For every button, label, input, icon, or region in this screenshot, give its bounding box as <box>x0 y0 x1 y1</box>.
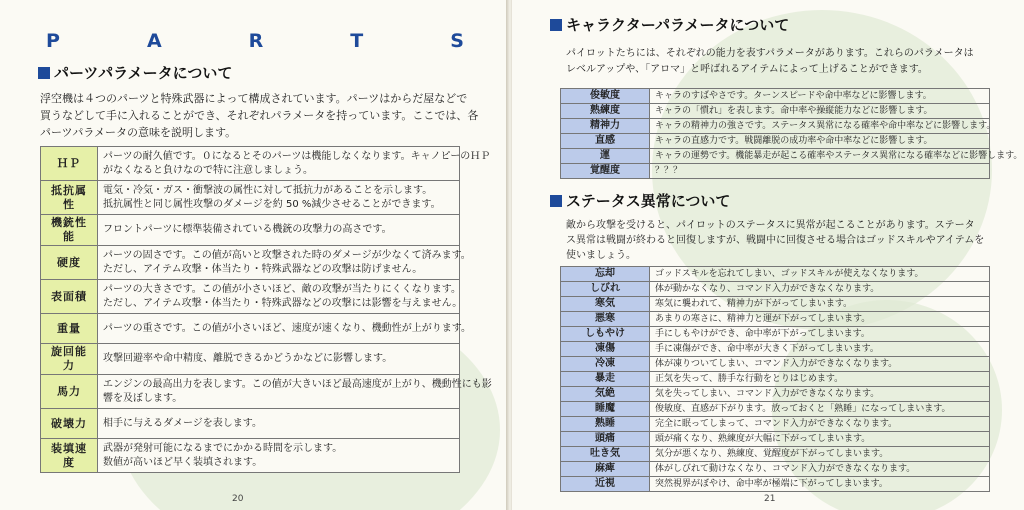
ailment-desc: 頭が痛くなり、熟練度が大幅に下がってしまいます。 <box>650 432 990 447</box>
param-key: 熟練度 <box>561 104 650 119</box>
table-row <box>561 267 990 282</box>
ailment-desc: あまりの寒さに、精神力と運が下がってしまいます。 <box>650 312 990 327</box>
section-title-status <box>550 190 730 211</box>
parts-letter: R <box>248 30 266 52</box>
param-desc <box>98 344 460 375</box>
desc-line: ただし、アイテム攻撃・体当たり・特殊武器などの攻撃は防げません。 <box>103 263 423 275</box>
character-parameter-table <box>560 88 1023 179</box>
table-row <box>41 409 460 439</box>
table-row <box>561 297 990 312</box>
table-row <box>561 282 990 297</box>
table-row <box>561 357 990 372</box>
table-row <box>561 149 990 164</box>
table-row <box>41 246 460 280</box>
desc-line: パーツの耐久値です。０になるとそのパーツは機能しなくなります。キャノピーのＨＰ <box>103 150 491 162</box>
intro-line: 買うなどして手に入れることができ、それぞれパラメータを持っています。ここでは、各 <box>40 109 479 122</box>
square-bullet-icon <box>550 195 562 207</box>
table-row <box>41 314 460 344</box>
square-bullet-icon <box>550 19 562 31</box>
ailment-desc: 体が動かなくなり、コマンド入力ができなくなります。 <box>650 282 990 297</box>
param-desc: キャラのすばやさです。ターンスピードや命中率などに影響します。 <box>650 89 990 104</box>
param-desc <box>98 246 471 280</box>
parts-parameter-table <box>40 146 492 473</box>
table-row <box>41 215 460 246</box>
param-desc <box>98 375 492 409</box>
table-row <box>561 134 990 149</box>
ailment-key: 熟睡 <box>561 417 650 432</box>
param-key: 抵抗属性 <box>41 181 98 215</box>
param-desc <box>98 314 471 344</box>
param-desc: キャラの「慣れ」を表します。命中率や操縦能力などに影響します。 <box>650 104 990 119</box>
table-row <box>561 104 990 119</box>
table-row <box>41 344 460 375</box>
desc-line: 抵抗属性と同じ属性攻撃のダメージを約 50 %減少させることができます。 <box>103 198 441 210</box>
table-row <box>41 375 460 409</box>
desc-line: ただし、アイテム攻撃・体当たり・特殊武器などの攻撃には影響を与えません。 <box>103 297 463 309</box>
ailment-key: 麻痺 <box>561 462 650 477</box>
table-row <box>561 387 990 402</box>
ailment-desc: ゴッドスキルを忘れてしまい、ゴッドスキルが使えなくなります。 <box>650 267 990 282</box>
table-row <box>41 181 460 215</box>
ailment-key: 凍傷 <box>561 342 650 357</box>
param-key: 破壊力 <box>41 409 98 439</box>
intro-line: パーツパラメータの意味を説明します。 <box>40 126 237 139</box>
section-title-text: パーツパラメータについて <box>54 64 233 82</box>
right-page <box>512 0 1024 510</box>
ailment-key: 気絶 <box>561 387 650 402</box>
parts-intro <box>40 90 480 141</box>
table-row <box>561 402 990 417</box>
param-key: 覚醒度 <box>561 164 650 179</box>
parts-letter: T <box>350 30 366 52</box>
param-key: ＨＰ <box>41 147 98 181</box>
desc-line: がなくなると負けなので特に注意しましょう。 <box>103 164 313 176</box>
table-row <box>561 164 990 179</box>
param-key: 運 <box>561 149 650 164</box>
ailment-key: 近視 <box>561 477 650 492</box>
character-intro <box>566 46 1006 78</box>
param-key: 精神力 <box>561 119 650 134</box>
ailment-desc: 完全に眠ってしまって、コマンド入力ができなくなります。 <box>650 417 990 432</box>
intro-line: 敵から攻撃を受けると、パイロットのステータスに異常が起こることがあります。ステータ <box>566 220 975 231</box>
param-key: 俊敏度 <box>561 89 650 104</box>
ailment-key: 吐き気 <box>561 447 650 462</box>
param-desc: キャラの直感力です。戦闘離脱の成功率や命中率などに影響します。 <box>650 134 990 149</box>
intro-line: 使いましょう。 <box>566 250 636 261</box>
page-number: 21 <box>764 494 776 504</box>
param-desc <box>98 215 460 246</box>
page-number: 20 <box>232 494 244 504</box>
param-key: 硬度 <box>41 246 98 280</box>
table-row <box>561 372 990 387</box>
desc-line: パーツの固さです。この値が高いと攻撃された時のダメージが少なくて済みます。 <box>103 249 471 261</box>
intro-line: レベルアップや、「アロマ」と呼ばれるアイテムによって上げることができます。 <box>566 64 928 75</box>
ailment-key: 睡魔 <box>561 402 650 417</box>
parts-letter: P <box>46 30 62 52</box>
param-desc: キャラの運勢です。機能暴走が起こる確率やステータス異常になる確率などに影響します。 <box>650 149 990 164</box>
table-row <box>561 432 990 447</box>
ailment-key: 頭痛 <box>561 432 650 447</box>
intro-line: ス異常は戦闘が終わると回復しますが、戦闘中に回復させる場合はゴッドスキルやアイテムを <box>566 235 985 246</box>
parts-letter: A <box>146 30 164 52</box>
ailment-key: 忘却 <box>561 267 650 282</box>
parts-letter: S <box>450 30 466 52</box>
desc-line: フロントパーツに標準装備されている機銃の攻撃力の高さです。 <box>103 224 392 235</box>
table-row <box>561 477 990 492</box>
param-key: 直感 <box>561 134 650 149</box>
param-desc <box>98 181 460 215</box>
table-row <box>561 312 990 327</box>
desc-line: パーツの大きさです。この値が小さいほど、敵の攻撃が当たりにくくなります。 <box>103 283 461 295</box>
status-intro <box>566 218 1006 263</box>
param-desc <box>98 280 463 314</box>
param-key: 装填速度 <box>41 439 98 473</box>
param-key: 旋回能力 <box>41 344 98 375</box>
section-title-character <box>550 14 789 35</box>
ailment-desc: 気を失ってしまい、コマンド入力ができなくなります。 <box>650 387 990 402</box>
desc-line: 武器が発射可能になるまでにかかる時間を示します。 <box>103 442 343 454</box>
param-desc <box>98 147 491 181</box>
desc-line: 攻撃回避率や命中精度、離脱できるかどうかなどに影響します。 <box>103 353 393 364</box>
param-desc: ？？？ <box>650 164 990 179</box>
section-title-text: キャラクターパラメータについて <box>566 16 790 34</box>
intro-line: パイロットたちには、それぞれの能力を表すパラメータがあります。これらのパラメータは <box>566 48 974 59</box>
desc-line: 響を及ぼします。 <box>103 392 183 404</box>
desc-line: 相手に与えるダメージを表します。 <box>103 417 262 429</box>
table-row <box>561 462 990 477</box>
table-row <box>561 417 990 432</box>
table-row <box>41 280 460 314</box>
ailment-desc: 寒気に襲われて、精神力が下がってしまいます。 <box>650 297 990 312</box>
desc-line: パーツの重さです。この値が小さいほど、速度が速くなり、機動性が上がります。 <box>103 322 471 334</box>
ailment-key: 冷凍 <box>561 357 650 372</box>
left-page <box>0 0 508 510</box>
ailment-desc: 俊敏度、直感が下がります。放っておくと「熟睡」になってしまいます。 <box>650 402 990 417</box>
desc-line: 電気・冷気・ガス・衝撃波の属性に対して抵抗力があることを示します。 <box>103 184 433 196</box>
parts-heading <box>46 30 466 52</box>
param-key: 馬力 <box>41 375 98 409</box>
square-bullet-icon <box>38 67 50 79</box>
table-row <box>561 447 990 462</box>
table-row <box>561 342 990 357</box>
ailment-key: 暴走 <box>561 372 650 387</box>
status-ailment-table <box>560 266 990 492</box>
section-title-text: ステータス異常について <box>566 192 731 210</box>
table-row <box>561 119 990 134</box>
param-desc: キャラの精神力の強さです。ステータス異常になる確率や命中率などに影響します。 <box>650 119 990 134</box>
param-key: 表面積 <box>41 280 98 314</box>
ailment-desc: 体が凍りついてしまい、コマンド入力ができなくなります。 <box>650 357 990 372</box>
param-key: 重量 <box>41 314 98 344</box>
ailment-desc: 気分が悪くなり、熟練度、覚醒度が下がってしまいます。 <box>650 447 990 462</box>
desc-line: エンジンの最高出力を表します。この値が大きいほど最高速度が上がり、機動性にも影 <box>103 378 492 390</box>
ailment-key: 寒気 <box>561 297 650 312</box>
ailment-key: しびれ <box>561 282 650 297</box>
ailment-key: しもやけ <box>561 327 650 342</box>
section-title-parts <box>38 62 232 83</box>
ailment-desc: 正気を失って、勝手な行動をとりはじめます。 <box>650 372 990 387</box>
intro-line: 浮空機は４つのパーツと特殊武器によって構成されています。パーツはからだ屋などで <box>40 92 468 105</box>
desc-line: 数値が高いほど早く装填されます。 <box>103 456 263 468</box>
param-desc <box>98 409 460 439</box>
table-row <box>561 327 990 342</box>
ailment-desc: 体がしびれて動けなくなり、コマンド入力ができなくなります。 <box>650 462 990 477</box>
table-row <box>561 89 990 104</box>
ailment-key: 悪寒 <box>561 312 650 327</box>
ailment-desc: 手にしもやけができ、命中率が下がってしまいます。 <box>650 327 990 342</box>
param-key: 機銃性能 <box>41 215 98 246</box>
table-row <box>41 147 460 181</box>
ailment-desc: 突然視界がぼやけ、命中率が極端に下がってしまいます。 <box>650 477 990 492</box>
table-row <box>41 439 460 473</box>
ailment-desc: 手に凍傷ができ、命中率が大きく下がってしまいます。 <box>650 342 990 357</box>
param-desc <box>98 439 460 473</box>
